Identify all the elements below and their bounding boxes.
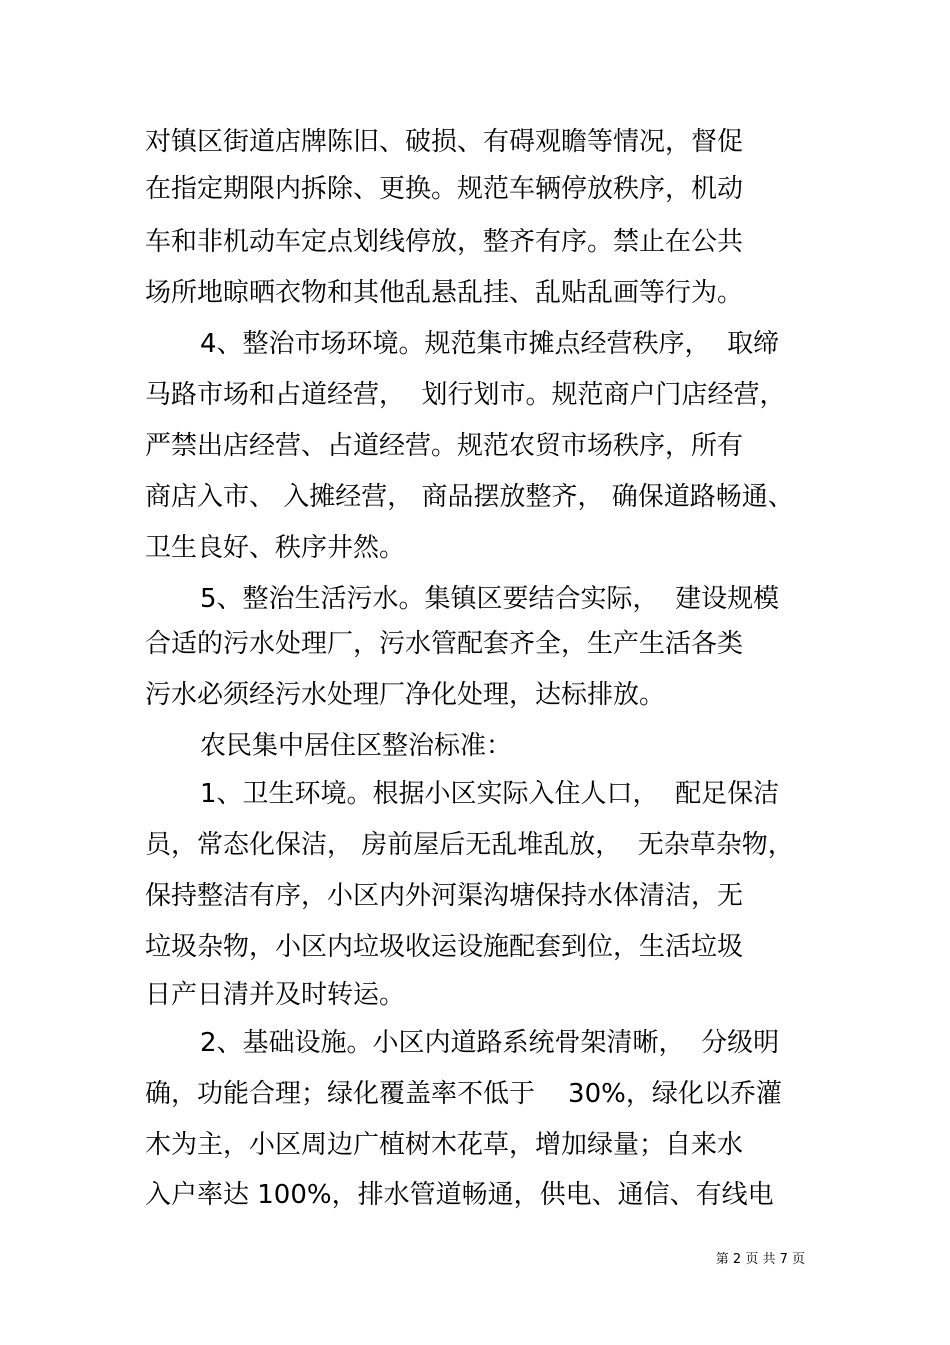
text-line: 对镇区街道店牌陈旧、破损、有碍观瞻等情况，督促: [145, 127, 744, 157]
text-line: 严禁出店经营、占道经营。规范农贸市场秩序，所有: [145, 431, 744, 461]
text-line: 商店入市、 入摊经营， 商品摆放整齐， 确保道路畅通、: [145, 482, 794, 512]
text-line: 在指定期限内拆除、更换。规范车辆停放秩序，机动: [145, 174, 744, 204]
text-line: 确，功能合理；绿化覆盖率不低于 30%，绿化以乔灌: [145, 1079, 782, 1109]
text-line: 污水必须经污水处理厂净化处理，达标排放。: [145, 680, 666, 710]
section-heading: 农民集中居住区整治标准：: [200, 731, 513, 761]
paragraph-start-line: 2、基础设施。小区内道路系统骨架清晰， 分级明: [200, 1028, 780, 1058]
text-line: 合适的污水处理厂，污水管配套齐全，生产生活各类: [145, 629, 744, 659]
text-line: 木为主，小区周边广植树木花草，增加绿量；自来水: [145, 1130, 744, 1160]
text-line: 垃圾杂物，小区内垃圾收运设施配套到位，生活垃圾: [145, 932, 744, 962]
text-line: 日产日清并及时转运。: [145, 980, 406, 1010]
text-line: 场所地晾晒衣物和其他乱悬乱挂、乱贴乱画等行为。: [145, 278, 744, 308]
paragraph-start-line: 1、卫生环境。根据小区实际入住人口， 配足保洁: [200, 779, 780, 809]
paragraph-start-line: 5、整治生活污水。集镇区要结合实际， 建设规模: [200, 584, 780, 614]
text-line: 卫生良好、秩序井然。: [145, 533, 406, 563]
paragraph-start-line: 4、整治市场环境。规范集市摊点经营秩序， 取缔: [200, 329, 780, 359]
page-number-footer: 第 2 页 共 7 页: [715, 1252, 805, 1267]
text-line: 车和非机动车定点划线停放，整齐有序。禁止在公共: [145, 227, 744, 257]
text-line: 保持整洁有序，小区内外河渠沟塘保持水体清洁，无: [145, 881, 744, 911]
text-line: 马路市场和占道经营， 划行划市。规范商户门店经营，: [145, 380, 786, 410]
text-line: 入户率达 100%，排水管道畅通，供电、通信、有线电: [145, 1180, 774, 1210]
text-line: 员，常态化保洁， 房前屋后无乱堆乱放， 无杂草杂物，: [145, 830, 794, 860]
